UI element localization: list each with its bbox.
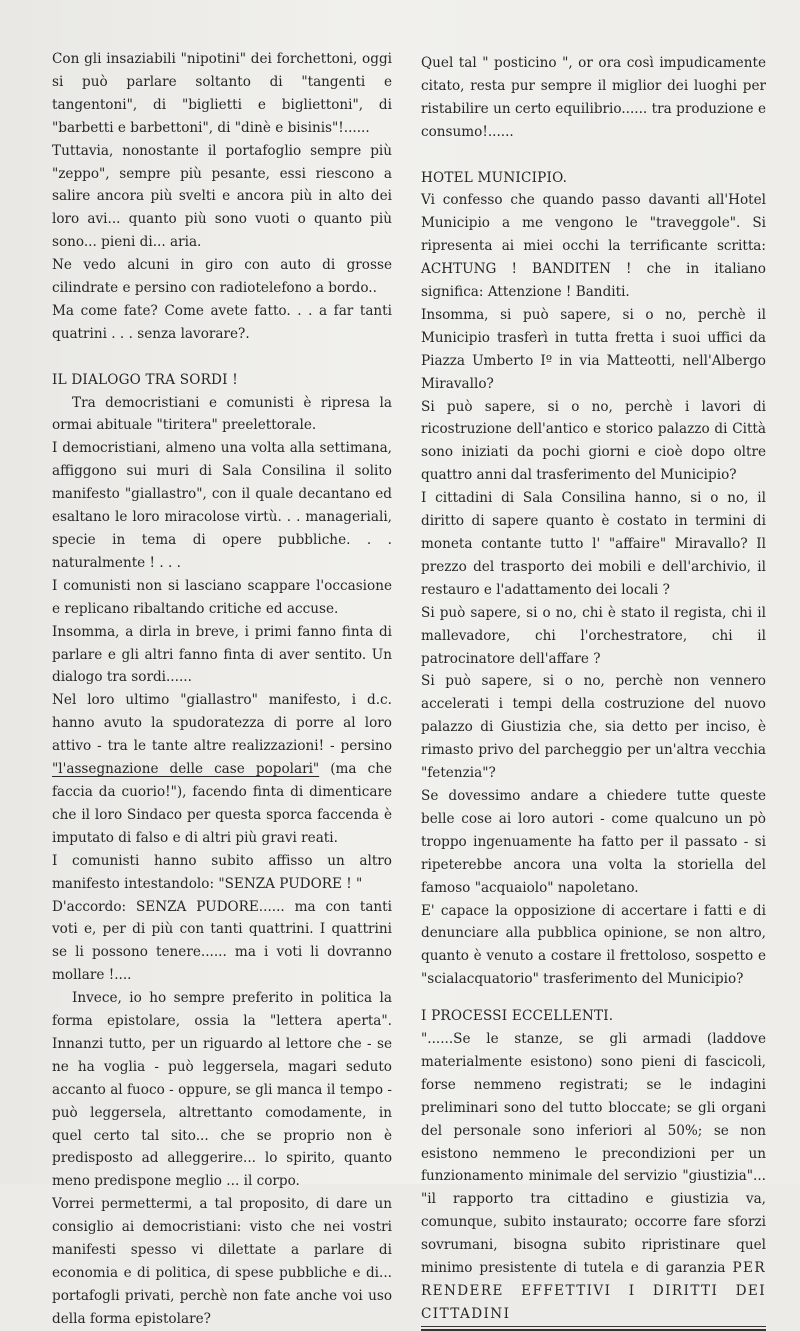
paragraph: Si può sapere, si o no, perchè non vennero accelerati i tempi della costruzione del nuovo palazzo di Giustizia che, sia detto per inciso, è rimasto privo del parcheggio per un'altra vecchia "fetenzia"? (421, 673, 766, 782)
paragraph (52, 689, 392, 849)
paragraph-text: (ma che faccia da cuorio!"), facendo finta di dimenticare che il loro Sindaco per questa sporca faccenda è imputato di falso e di altri più gravi reati. (52, 761, 392, 846)
paragraph: I comunisti non si lasciano scappare l'occasione e replicano ribaltando critiche ed accuse. (52, 577, 392, 617)
quote-body: "......Se le stanze, se gli armadi (laddove materialmente esistono) sono pieni di fascicoli, forse nemmeno registrati; se le indagini preliminari sono del tutto bloccate; se gli organi del personale sono inferiori al 50%; se non esistono nemmeno le precondizioni per un funzionamento minimale del servizio "giustizia"... "il rapporto tra cittadino e giustizia va, comunque, subito instaurato; occorre fare sforzi sovrumani, bisogna subito ripristinare quel minimo presistente di tutela e di garanzia (421, 1031, 766, 1277)
left-column (52, 48, 392, 1331)
paragraph: Quel tal " posticino ", or ora così impudicamente citato, resta pur sempre il miglior dei luoghi per ristabilire un certo equilibrio...... tra produzione e consumo!...... (421, 55, 766, 140)
quote-caps: PER RENDERE EFFETTIVI I DIRITTI DEI CITTADINI (421, 1260, 766, 1322)
paragraph: Ma come fate? Come avete fatto. . . a far tanti quatrini . . . senza lavorare?. (52, 302, 392, 342)
underlined-quote: "l'assegnazione delle case popolari" (52, 761, 320, 778)
paragraph: Insomma, a dirla in breve, i primi fanno finta di parlare e gli altri fanno finta di aver sentito. Un dialogo tra sordi...... (52, 623, 392, 686)
paragraph: I cittadini di Sala Consilina hanno, si o no, il diritto di sapere quanto è costato in termini di moneta contante tutto l' "affaire" Miravallo? Il prezzo del trasporto dei mobili e dell'archivio, il restauro e l'adattamento dei locali ? (421, 490, 766, 598)
paragraph: D'accordo: SENZA PUDORE...... ma con tanti voti e, per di più con tanti quattrini. I quattrini se li possono tenere...... ma i voti li dovranno mollare !.... (52, 898, 392, 984)
paragraph-text: Nel loro ultimo "giallastro" manifesto, i d.c. hanno avuto la spudoratezza di porre al loro attivo - tra le tante altre realizzazioni! - persino (52, 692, 392, 755)
underlined-quote-block (421, 1028, 766, 1327)
section-heading-dialogo: IL DIALOGO TRA SORDI ! (52, 371, 238, 388)
paragraph: E' capace la opposizione di accertare i fatti e di denunciare alla pubblica opinione, se non altro, quanto è venuto a costare il frettoloso, sospetto e "scialacquatorio" trasferimento del Municipio? (421, 902, 766, 988)
paragraph: I comunisti hanno subito affisso un altro manifesto intestandolo: "SENZA PUDORE ! " (52, 852, 392, 892)
paragraph: Tuttavia, nonostante il portafoglio sempre più "zeppo", sempre più pesante, essi riescono a salire ancora più svelti e ancora più in alto dei loro avi... quanto più sono vuoti o quanto più sono... pieni di... aria. (52, 142, 392, 251)
paragraph: Se dovessimo andare a chiedere tutte queste belle cose ai loro autori - come qualcuno un pò troppo ingenuamente ha fatto per il passato - si ripeterebbe ancora una volta la storiella del famoso "acquaiolo" napoletano. (421, 787, 766, 896)
paragraph: Invece, io ho sempre preferito in politica la forma epistolare, ossia la "lettera aperta". Innanzi tutto, per un riguardo al lettore che - se ne ha voglia - può leggersela, magari seduto accanto al fuoco - oppure, se gli manca il tempo - può leggersela, altrettanto comodamente, in quel certo tal sito... che se proprio non è predisposto ad alleggerire... lo spirito, quanto meno predispone meglio ... il corpo. (52, 990, 392, 1190)
quote-text (421, 1028, 766, 1327)
paragraph: Vorrei permettermi, a tal proposito, di dare un consiglio ai democristiani: visto che nei vostri manifesti spesso vi dilettate a parlare di economia e di politica, di spese pubbliche e di... portafogli privati, perchè non fate anche voi uso della forma epistolare? (52, 1196, 392, 1327)
section-heading-hotel-municipio: HOTEL MUNICIPIO. (421, 169, 568, 186)
paragraph: Con gli insaziabili "nipotini" dei forchettoni, oggi si può parlare soltanto di "tangenti e tangentoni", di "biglietti e bigliettoni", di "barbetti e barbettoni", di "dinè e bisinis"!...... (52, 51, 392, 136)
paragraph: Si può sapere, si o no, chi è stato il regista, chi il mallevadore, chi l'orchestratore, chi il patrocinatore dell'affare ? (421, 604, 766, 667)
paragraph: Si può sapere, si o no, perchè i lavori di ricostruzione dell'antico e storico palazzo di Città sono iniziati da pochi giorni e cioè dopo oltre quattro anni dal trasferimento del Municipio? (421, 398, 766, 484)
paragraph: Tra democristiani e comunisti è ripresa la ormai abituale "tiritera" preelettorale. (52, 394, 392, 434)
paragraph: Insomma, si può sapere, si o no, perchè il Municipio trasferì in tutta fretta i suoi uffici da Piazza Umberto Iº in via Matteotti, nell'Albergo Miravallo? (421, 306, 766, 392)
right-column (421, 52, 766, 1331)
paragraph: Ne vedo alcuni in giro con auto di grosse cilindrate e persino con radiotelefono a bordo.. (52, 257, 392, 297)
paragraph: Vi confesso che quando passo davanti all'Hotel Municipio a me vengono le "traveggole". Si ripresenta ai miei occhi la terrificante scritta: ACHTUNG ! BANDITEN ! che in italiano significa: Attenzione ! Banditi. (421, 192, 766, 301)
paragraph: I democristiani, almeno una volta alla settimana, affiggono sui muri di Sala Consilina il solito manifesto "giallastro", con il quale decantano ed esaltano le loro miracolose virtù. . . manageriali, specie in tema di opere pubbliche. . . naturalmente ! . . . (52, 440, 392, 571)
section-heading-processi: I PROCESSI ECCELLENTI. (421, 1008, 614, 1025)
